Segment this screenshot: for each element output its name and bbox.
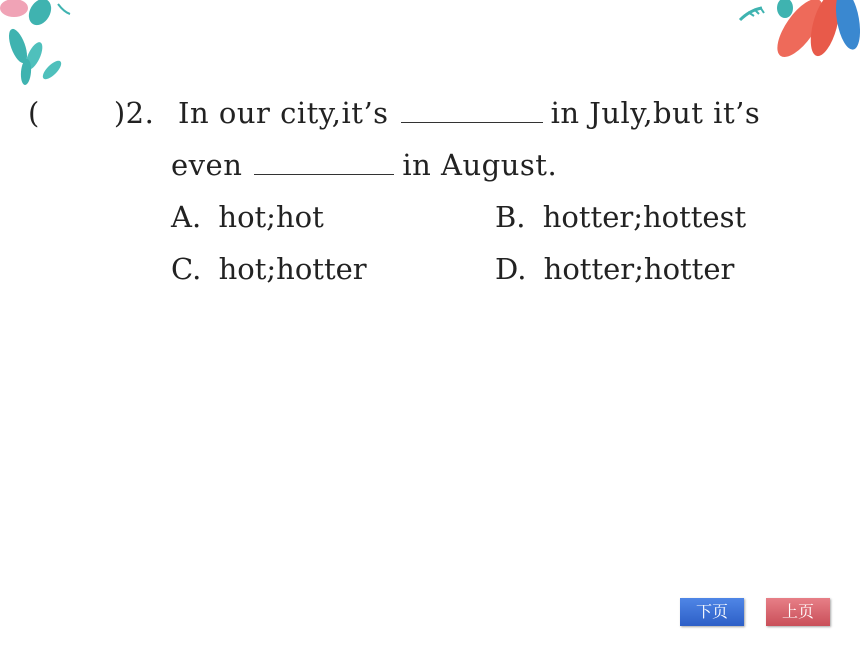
next-page-button[interactable]: 下页 <box>680 598 744 626</box>
question-text-2a: even <box>171 148 243 182</box>
previous-page-button[interactable]: 上页 <box>766 598 830 626</box>
option-a-text: hot;hot <box>218 200 324 234</box>
question-line-1 <box>28 95 760 131</box>
question-number: )2. <box>113 96 155 130</box>
question-text-2b: in August. <box>402 148 558 182</box>
question-text-1a: In our city,it’s <box>178 96 389 130</box>
option-a-label: A. <box>171 200 202 234</box>
option-d-label: D. <box>495 252 527 286</box>
question-text-1b: in July,but it’s <box>550 96 761 130</box>
option-a <box>171 199 324 235</box>
option-d <box>495 251 734 287</box>
answer-blank-2 <box>254 148 394 175</box>
option-d-text: hotter;hotter <box>543 252 735 286</box>
question-line-2 <box>171 147 557 183</box>
answer-paren-open: ( <box>28 96 40 130</box>
option-b-label: B. <box>495 200 526 234</box>
option-b <box>495 199 746 235</box>
answer-blank-1 <box>401 96 543 123</box>
option-c <box>171 251 367 287</box>
top-right-leaf-decoration <box>730 0 860 70</box>
option-c-text: hot;hotter <box>218 252 367 286</box>
top-left-leaf-decoration <box>0 0 80 95</box>
option-c-label: C. <box>171 252 202 286</box>
option-b-text: hotter;hottest <box>542 200 747 234</box>
